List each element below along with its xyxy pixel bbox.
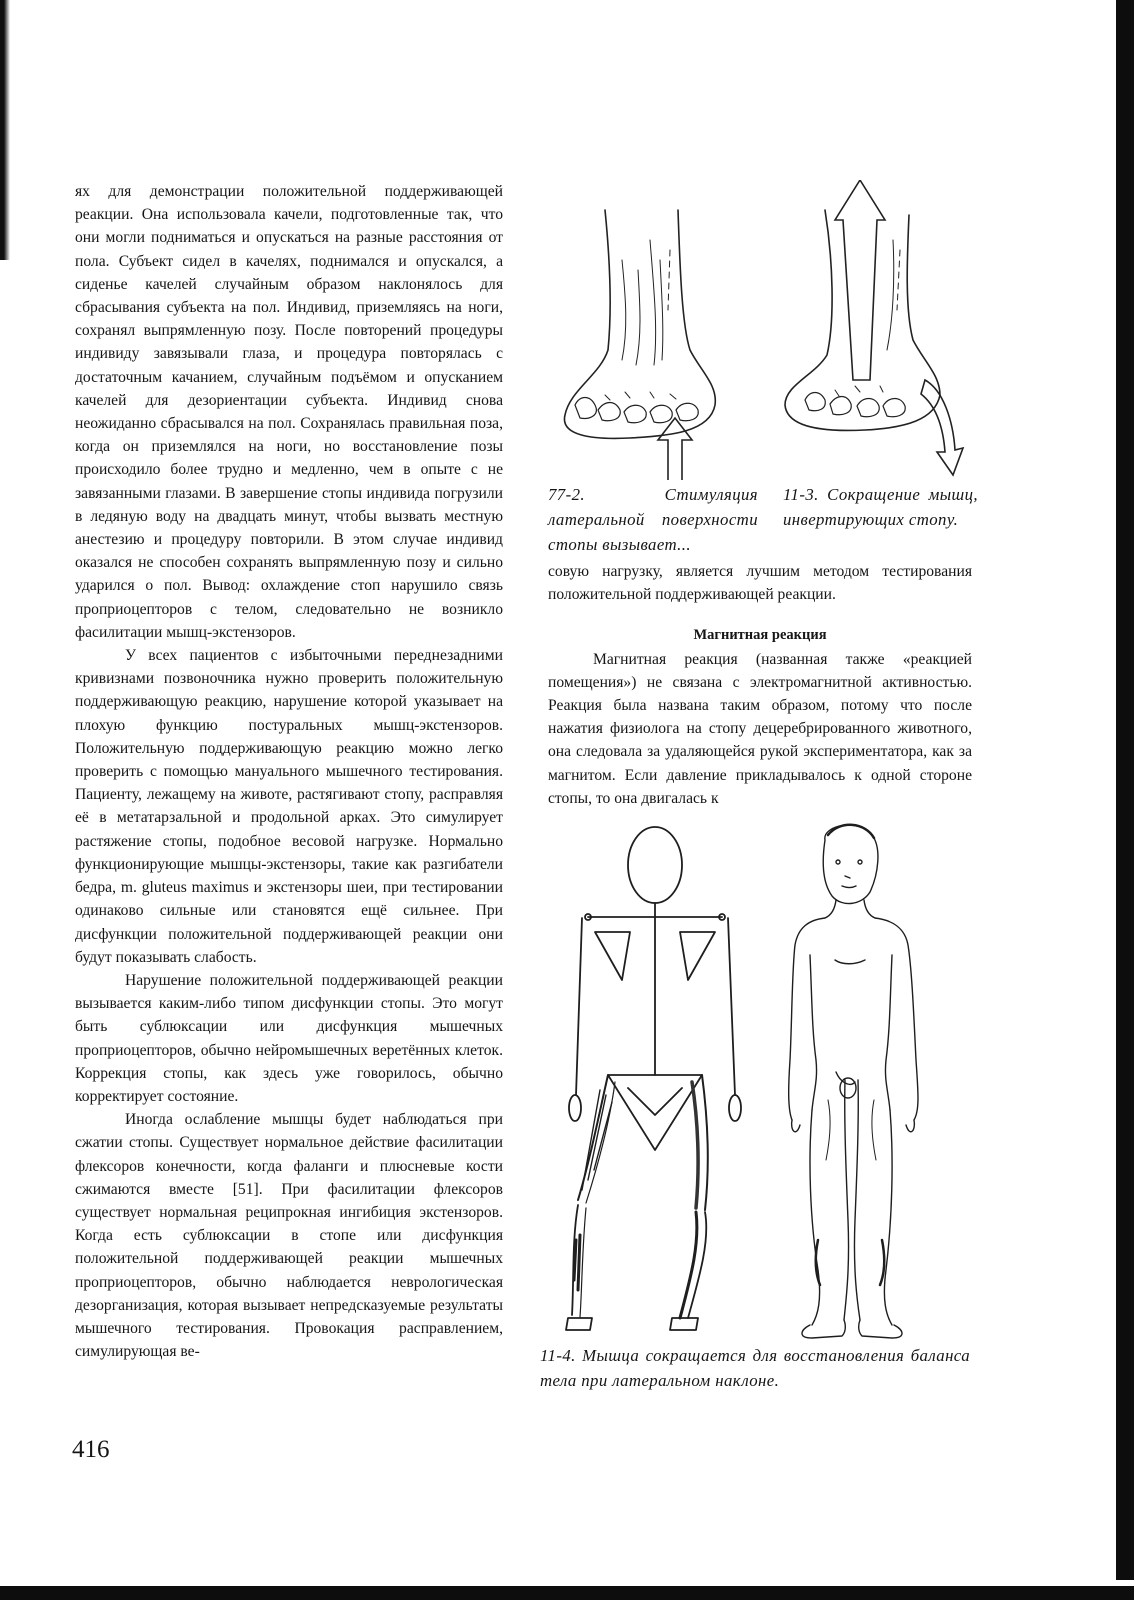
figure-2-caption: 77-2. Стимуляция латеральной поверхности стопы вызывает...: [548, 485, 758, 554]
foot-inversion-illustration: [775, 180, 975, 480]
scan-edge-bottom: [0, 1586, 1134, 1600]
scan-edge-right: [1116, 0, 1134, 1580]
page-number: 416: [72, 1436, 110, 1463]
scan-edge-left: [0, 0, 10, 260]
human-figure-drawing: [789, 825, 918, 1338]
body-balance-illustration: [560, 820, 980, 1345]
stick-figure-drawing: [566, 827, 741, 1330]
right-text-column: [548, 560, 972, 810]
paragraph-foot-compression: Иногда ослабление мышцы будет наблюдаться при сжатии стопы. Существует нормальное действие фасилитации флексоров конечности, когда фаланги и плюсневые кости сжимаются вместе [51]. При фасилитации флексоров существует нормальная реципрокная ингибиция экстензоров. Когда есть сублюксации в стопе или дисфункция положительной поддерживающей реакции мышечных проприоцепторов, обычно наблюдается неврологическая дезорганизация, которая вызывает непредсказуемые результаты мышечного тестирования. Провокация расправлением, симулирующая ве-: [75, 1111, 503, 1361]
figure-4-caption: 11-4. Мышца сокращается для восстановления баланса тела при латеральном наклоне.: [540, 1346, 970, 1390]
paragraph-positive-support-test: У всех пациентов с избыточными переднезадними кривизнами позвоночника нужно проверить положительную поддерживающую реакцию, нарушение которой указывает на плохую функцию постуральных мышц-экстензоров. Положительную поддерживающую реакцию можно легко проверить с помощью мануального мышечного тестирования. Пациенту, лежащему на животе, растягивают стопу, расправляя её в метатарзальной и продольной арках. Это симулирует растяжение стопы, подобное весовой нагрузке. Нормально функционирующие мышцы-экстензоры, такие как разгибатели бедра, m. gluteus maximus и экстензоры шеи, при тестировании одинаково сильные или становятся ещё сильнее. При дисфункции положительной поддерживающей реакции они будут показывать слабость.: [75, 647, 503, 966]
paragraph-continuation: совую нагрузку, является лучшим методом тестирования положительной поддерживающей реакции.: [548, 563, 972, 604]
left-text-column: [75, 180, 503, 1363]
foot-stimulation-illustration: [550, 200, 730, 480]
paragraph-swing-experiment: ях для демонстрации положительной поддерживающей реакции. Она использовала качели, подготовленные так, что они могли подниматься и опускаться на разные расстояния от пола. Субъект сидел в качелях, поднимался и опускался, а сиденье качелей случайным образом наклонялось для сбрасывания субъекта на пол. Индивид, приземляясь на ноги, сохранял выпрямленную позу. После повторений процедуры индивиду завязывали глаза, и процедура повторялась с достаточным качанием, случайным подъёмом и опусканием качелей для дезориентации субъекта. Индивид снова неожиданно сбрасывался на пол. Сохранялась правильная поза, когда он приземлялся на ноги, но восстановление позы происходило более трудно и медленно, чем в опыте с не завязанными глазами. В завершение стопы индивида погрузили в ледяную воду на двадцать минут, чтобы вызвать местную анестезию и процедуру повторили. В этом случае индивид оказался не способен сохранять выпрямленную позу и сильно ударился о пол. Вывод: охлаждение стоп нарушило связь проприоцепторов с телом, следовательно не возникло фасилитации мышц-экстензоров.: [75, 183, 503, 641]
section-heading-magnetic-reaction: Магнитная реакция: [693, 627, 827, 644]
paragraph-support-disorder: Нарушение положительной поддерживающей реакции вызывается каким-либо типом дисфункции стопы. Это могут быть сублюксации или дисфункция мышечных проприоцепторов, обычно нейромышечных веретённых клеток. Коррекция стопы, как здесь уже говорилось, обычно корректирует состояние.: [75, 971, 503, 1105]
paragraph-magnetic-reaction: Магнитная реакция (названная также «реакцией помещения») не связана с электромагнитной активностью. Реакция была названа таким образом, потому что после нажатия физиолога на стопу децеребрированного животного, она следовала за удаляющейся рукой экспериментатора, как за магнитом. Если давление прикладывалось к одной стороне стопы, то она двигалась к: [548, 650, 972, 807]
figure-3-caption: 11-3. Сокращение мышц, инвертирующих стопу.: [783, 485, 978, 529]
